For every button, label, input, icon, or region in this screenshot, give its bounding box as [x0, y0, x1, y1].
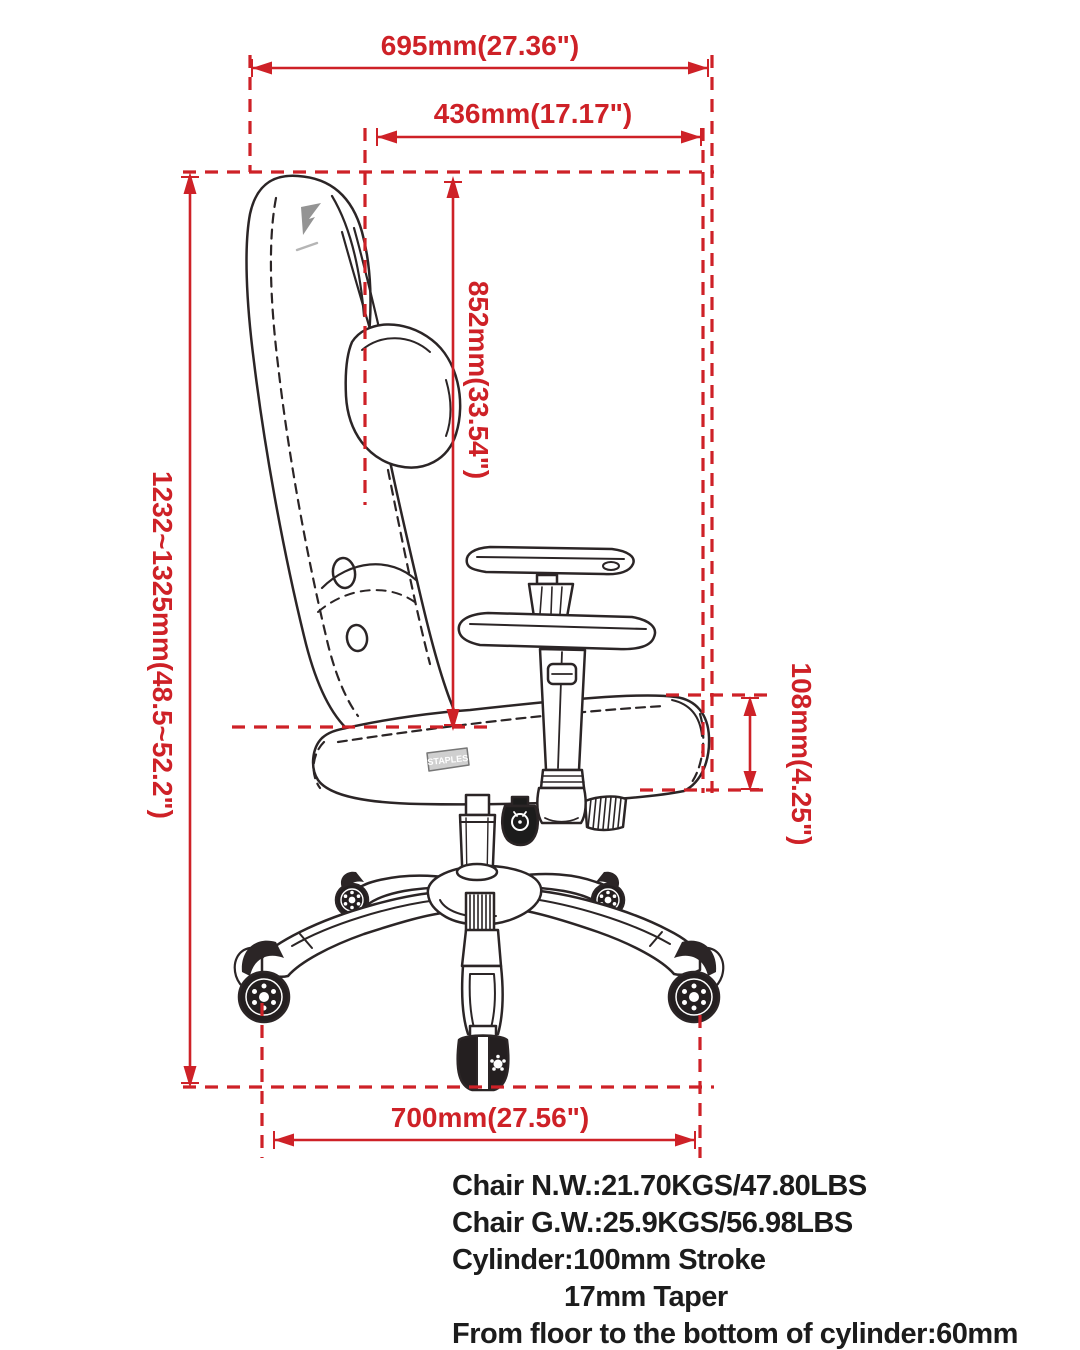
- dim-label-seat-thickness: 108mm(4.25"): [786, 662, 817, 846]
- dim-line-1232: [181, 172, 199, 1088]
- caster-front-left-icon: [239, 972, 289, 1022]
- spec-floor-to-cylinder: From floor to the bottom of cylinder:60mm: [452, 1318, 1018, 1350]
- dim-label-base-width: 700mm(27.56"): [390, 1102, 590, 1133]
- spec-net-weight: Chair N.W.:21.70KGS/47.80LBS: [452, 1170, 867, 1202]
- tilt-lever: [585, 797, 626, 830]
- spec-gross-weight: Chair G.W.:25.9KGS/56.98LBS: [452, 1207, 853, 1239]
- caster-center-icon: [458, 1026, 509, 1090]
- caster-front-right-icon: [669, 972, 719, 1022]
- dim-line-108: [741, 696, 759, 791]
- spec-text-block: [452, 1168, 1018, 1350]
- dim-label-overall-height: 1232~1325mm(48.5~52.2"): [147, 471, 178, 819]
- dim-line-436: [377, 128, 701, 146]
- dim-line-852: [444, 176, 462, 731]
- dim-label-backrest-width: 436mm(17.17"): [433, 98, 633, 129]
- spec-cylinder-stroke: Cylinder:100mm Stroke: [452, 1244, 766, 1276]
- dim-label-backrest-height: 852mm(33.54"): [463, 280, 494, 480]
- seat-tag-text: STAPLES: [426, 752, 469, 768]
- spec-taper: 17mm Taper: [564, 1281, 728, 1313]
- dim-label-overall-width: 695mm(27.36"): [380, 30, 580, 61]
